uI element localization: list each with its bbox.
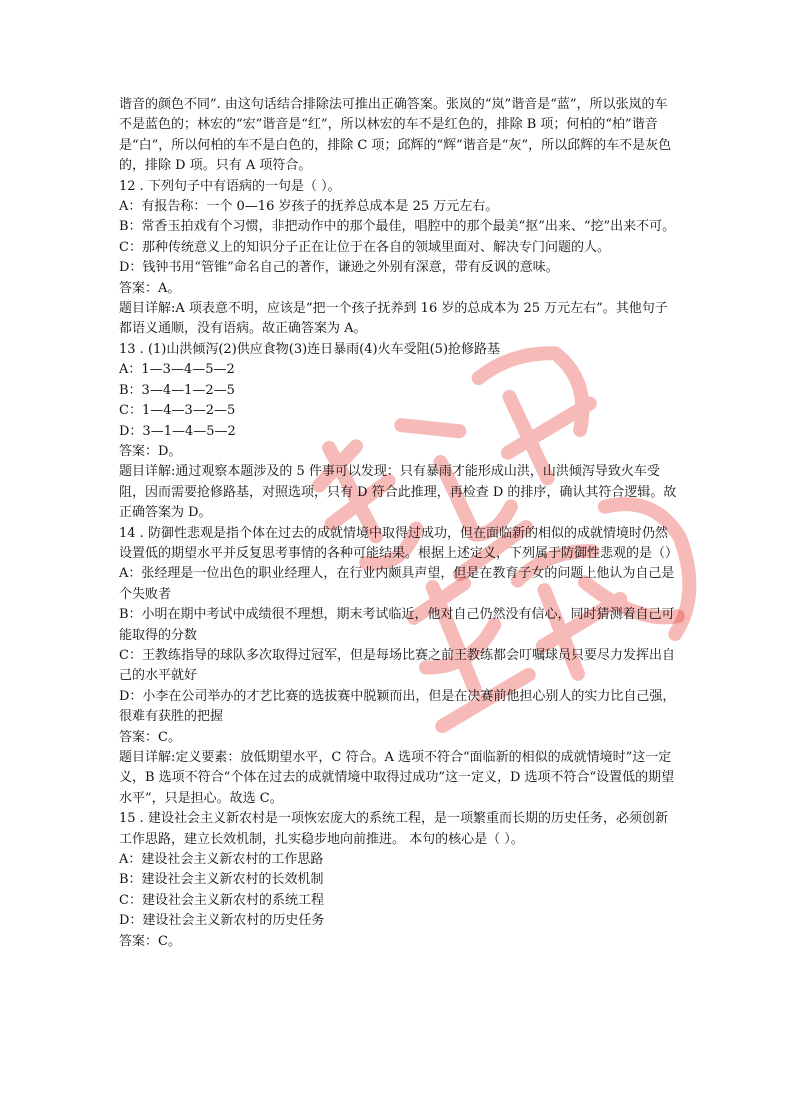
question-15-stem: 15 . 建设社会主义新农村是一项恢宏庞大的系统工程，是一项繁重而长期的历史任务，必须创新工作思路，建立长效机制，扎实稳步地向前推进。 本句的核心是（ ）。 — [119, 811, 668, 847]
question-14-option-d: D：小李在公司举办的才艺比赛的选拔赛中脱颖而出，但是在决赛前他担心别人的实力比自己强，很难有获胜的把握 — [119, 688, 676, 725]
question-14-stem: 14 . 防御性悲观是指个体在过去的成就情境中取得过成功，但在面临新的相似的成就情境时仍然设置低的期望水平并反复思考事情的各种可能结果。根据上述定义，下列属于防御性悲观的是（） — [119, 525, 679, 561]
question-12-option-c: C：那种传统意义上的知识分子正在让位于在各自的领域里面对、解决专门问题的人。 — [119, 239, 610, 255]
question-15-option-d: D：建设社会主义新农村的历史任务 — [119, 913, 325, 929]
question-15-option-c: C：建设社会主义新农村的系统工程 — [119, 892, 324, 908]
question-13-answer: 答案：D。 — [119, 443, 182, 459]
document-body — [119, 95, 679, 952]
question-13-stem: 13 . (1)山洪倾泻(2)供应食物(3)连日暴雨(4)火车受阻(5)抢修路基 — [119, 341, 501, 357]
question-13-explanation: 题目详解:通过观察本题涉及的 5 件事可以发现：只有暴雨才能形成山洪，山洪倾泻导致火车受阻，因而需要抢修路基，对照选项，只有 D 符合此推理，再检查 D 的排序，确认其符合逻辑。故正确答案为 D。 — [119, 464, 677, 521]
question-13-option-d: D：3—1—4—5—2 — [119, 423, 236, 439]
paragraph-q11-explanation-cont: 谐音的颜色不同”. 由这句话结合排除法可推出正确答案。张岚的“岚”谐音是“蓝”，所以张岚的车不是蓝色的；林宏的“宏”谐音是“红”，所以林宏的车不是红色的，排除 B 项；何柏的“柏”谐音是“白”，所以何柏的车不是白色的，排除 C 项；邱辉的“辉”谐音是“灰”，所以邱辉的车不是灰色的，排除 D 项。只有 A 项符合。 — [119, 97, 672, 174]
question-13-option-b: B：3—4—1—2—5 — [119, 382, 235, 398]
question-12-answer: 答案：A。 — [119, 280, 181, 296]
question-15-option-b: B：建设社会主义新农村的长效机制 — [119, 872, 324, 888]
question-14-answer: 答案：C。 — [119, 729, 181, 745]
question-15-option-a: A：建设社会主义新农村的工作思路 — [119, 852, 324, 868]
question-15-answer: 答案：C。 — [119, 933, 181, 949]
question-12-option-d: D：钱钟书用“管锥”命名自己的著作，谦逊之外别有深意，带有反讽的意味。 — [119, 260, 559, 276]
question-12-stem: 12 . 下列句子中有语病的一句是（ ）。 — [119, 178, 341, 194]
question-14-option-a: A：张经理是一位出色的职业经理人，在行业内颇具声望，但是在教育子女的问题上他认为自己是个失败者 — [119, 566, 675, 602]
question-14-explanation: 题目详解:定义要素：放低期望水平，C 符合。A 选项不符合“面临新的相似的成就情境时”这一定义，B 选项不符合“个体在过去的成就情境中取得过成功”这一定义，D 选项不符合“设置低的期望水平”，只是担心。故选 C。 — [119, 750, 675, 806]
question-14-option-c: C：王教练指导的球队多次取得过冠军，但是每场比赛之前王教练都会叮嘱球员只要尽力发挥出自己的水平就好 — [119, 647, 675, 684]
question-12-option-a: A：有报告称：一个 0—16 岁孩子的抚养总成本是 25 万元左右。 — [119, 199, 499, 215]
question-14-option-b: B：小明在期中考试中成绩很不理想，期末考试临近，他对自己仍然没有信心，同时猜测着自己可能取得的分数 — [119, 607, 675, 643]
question-12-explanation: 题目详解:A 项表意不明，应该是“把一个孩子抚养到 16 岁的总成本为 25 万元左右”。其他句子都语义通顺，没有语病。故正确答案为 A。 — [119, 301, 668, 337]
question-12-option-b: B：常香玉拍戏有个习惯，非把动作中的那个最佳，唱腔中的那个最美“抠”出来、“挖”出来不可。 — [119, 219, 676, 235]
question-13-option-a: A：1—3—4—5—2 — [119, 362, 235, 378]
question-13-option-c: C：1—4—3—2—5 — [119, 403, 236, 419]
